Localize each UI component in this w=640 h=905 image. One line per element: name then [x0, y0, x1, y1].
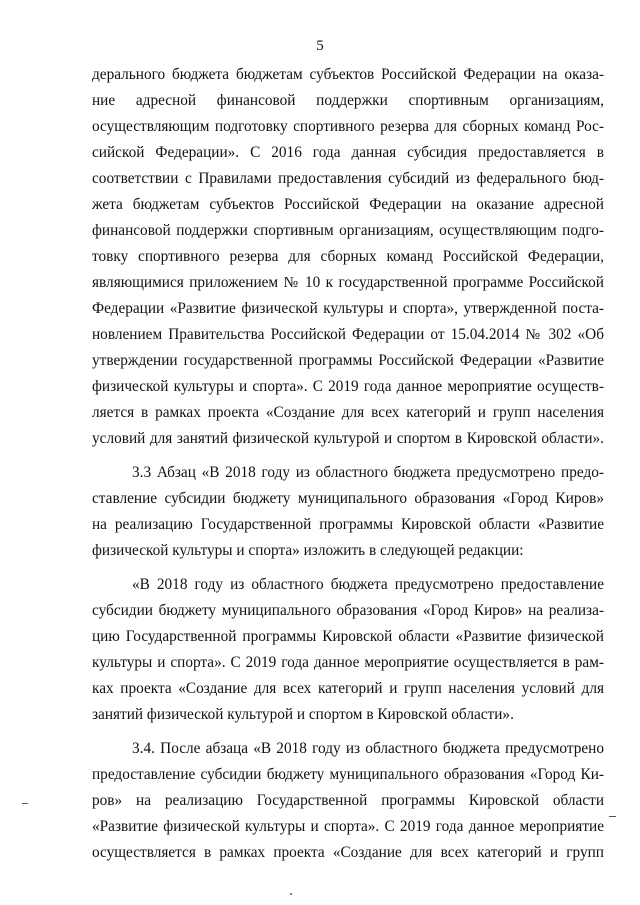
text-line: ках проекта «Создание для всех категорий и групп населения условий для — [92, 680, 604, 697]
document-body — [92, 62, 604, 866]
scan-artifact-mark — [609, 816, 616, 817]
scan-artifact-mark — [22, 803, 28, 804]
text-line: «Развитие физической культуры и спорта». С 2019 года данное мероприятие — [92, 818, 604, 835]
text-line: утверждении государственной программы Российской Федерации «Развитие — [92, 352, 604, 369]
text-line: Федерации «Развитие физической культуры и спорта», утвержденной поста- — [92, 300, 604, 317]
paragraph-2 — [92, 460, 604, 564]
paragraph-4 — [92, 736, 604, 866]
text-line: жета бюджетам субъектов Российской Федерации на оказание адресной — [92, 196, 604, 213]
text-line: осуществляется в рамках проекта «Создание для всех категорий и групп — [92, 844, 604, 861]
text-line: на реализацию Государственной программы Кировской области «Развитие — [92, 516, 604, 533]
page-number: 5 — [316, 38, 324, 54]
text-line: ставление субсидии бюджету муниципального образования «Город Киров» — [92, 490, 604, 507]
text-line: физической культуры и спорта» изложить в следующей редакции: — [92, 542, 524, 559]
text-line: физической культуры и спорта». С 2019 года данное мероприятие осуществ- — [92, 378, 604, 395]
paragraph-1 — [92, 62, 604, 452]
text-line: субсидии бюджету муниципального образования «Город Киров» на реализа- — [92, 602, 604, 619]
text-line: ляется в рамках проекта «Создание для всех категорий и групп населения — [92, 404, 604, 421]
text-line: 3.3 Абзац «В 2018 году из областного бюджета предусмотрено предо- — [132, 464, 604, 481]
text-line: дерального бюджета бюджетам субъектов Российской Федерации на оказа- — [92, 66, 604, 83]
text-line: «В 2018 году из областного бюджета предусмотрено предоставление — [132, 576, 604, 593]
text-line: ние адресной финансовой поддержки спортивным организациям, — [92, 92, 604, 109]
text-line: осуществляющим подготовку спортивного резерва для сборных команд Рос- — [92, 118, 604, 135]
text-line: ров» на реализацию Государственной программы Кировской области — [92, 792, 604, 809]
text-line: условий для занятий физической культурой и спортом в Кировской области». — [92, 430, 604, 447]
text-line: сийской Федерации». С 2016 года данная субсидия предоставляется в — [92, 144, 604, 161]
text-line: являющимися приложением № 10 к государственной программе Российской — [92, 274, 604, 291]
text-line: товку спортивного резерва для сборных команд Российской Федерации, — [92, 248, 604, 265]
scan-artifact-dot — [290, 893, 292, 895]
text-line: предоставление субсидии бюджету муниципального образования «Город Ки- — [92, 766, 604, 783]
text-line: 3.4. После абзаца «В 2018 году из областного бюджета предусмотрено — [132, 740, 604, 757]
text-line: соответствии с Правилами предоставления субсидий из федерального бюд- — [92, 170, 604, 187]
text-line: культуры и спорта». С 2019 года данное мероприятие осуществляется в рам- — [92, 654, 604, 671]
paragraph-3 — [92, 572, 604, 728]
text-line: занятий физической культурой и спортом в Кировской области». — [92, 706, 514, 723]
text-line: новлением Правительства Российской Федерации от 15.04.2014 № 302 «Об — [92, 326, 604, 343]
text-line: цию Государственной программы Кировской области «Развитие физической — [92, 628, 604, 645]
text-line: финансовой поддержки спортивным организациям, осуществляющим подго- — [92, 222, 604, 239]
